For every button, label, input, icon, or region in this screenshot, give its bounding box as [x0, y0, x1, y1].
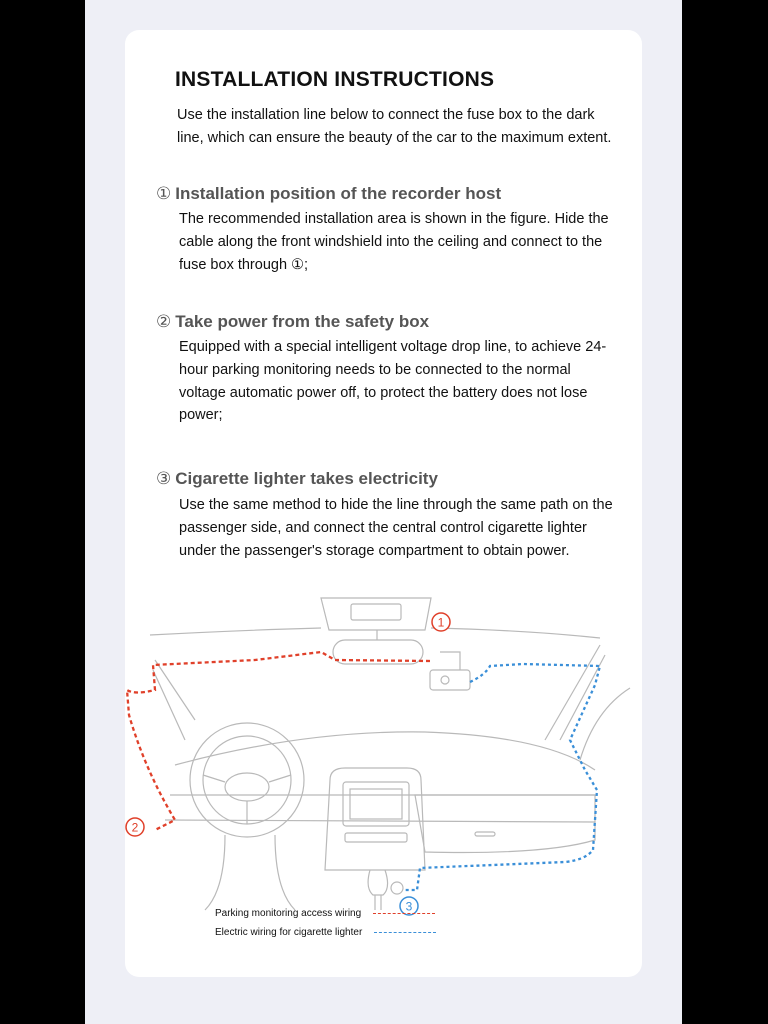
legend-parking-label: Parking monitoring access wiring [215, 908, 362, 919]
section-2-body: Equipped with a special intelligent voltage drop line, to achieve 24-hour parking monitoring needs to be connected to the normal voltage automatic power off, to protect the battery does not lose power; [179, 339, 607, 424]
dashcam-lens [441, 676, 449, 684]
marker-2 [126, 818, 144, 836]
cigarette-lighter-socket [391, 882, 403, 894]
legend-item-cigarette [215, 927, 436, 938]
section-3-number: ③ [156, 469, 172, 488]
steering-wheel-hub [225, 773, 269, 801]
car-interior-outline [150, 598, 630, 910]
section-2-title: Take power from the safety box [175, 312, 430, 331]
climate-controls [345, 833, 407, 842]
page-title: INSTALLATION INSTRUCTIONS [175, 68, 495, 91]
page-background [85, 0, 682, 1024]
gear-shifter [368, 870, 387, 895]
section-1-title: Installation position of the recorder host [175, 184, 502, 203]
parking-monitoring-wire [127, 652, 430, 830]
marker-1 [432, 613, 450, 631]
right-a-pillar [545, 645, 605, 740]
left-a-pillar [153, 660, 195, 740]
svg-text:1: 1 [437, 615, 445, 630]
console-light [351, 604, 401, 620]
dashboard-top [175, 732, 595, 770]
section-3-heading [156, 469, 438, 489]
instruction-card [125, 30, 642, 977]
steering-wheel-spokes [203, 775, 291, 824]
intro-text: Use the installation line below to connect the fuse box to the dark line, which can ensure the beauty of the car to the maximum extent. [177, 107, 612, 146]
svg-text:2: 2 [131, 820, 139, 835]
dashcam-mount [440, 652, 460, 670]
section-3-title: Cigarette lighter takes electricity [175, 469, 438, 488]
legend-cigarette-label: Electric wiring for cigarette lighter [215, 927, 363, 938]
steering-column [205, 835, 295, 910]
section-1-body: The recommended installation area is shown in the figure. Hide the cable along the front windshield into the ceiling and connect to the fuse box through ①; [179, 211, 609, 273]
center-screen-inner [350, 789, 402, 819]
legend-blue-dashed-line [374, 932, 436, 933]
legend-item-parking [215, 908, 435, 919]
section-1-number: ① [156, 184, 172, 203]
section-2-heading [156, 312, 429, 332]
glovebox-handle [475, 832, 495, 836]
svg-text:3: 3 [405, 899, 413, 914]
section-1-heading [156, 184, 501, 204]
dashcam-device [430, 670, 470, 690]
glovebox [415, 795, 595, 853]
right-door-edge [580, 688, 630, 760]
overhead-console [321, 598, 431, 630]
section-2-number: ② [156, 312, 172, 331]
cigarette-lighter-wire [403, 664, 600, 890]
section-3-body: Use the same method to hide the line through the same path on the passenger side, and connect the central control cigarette lighter under the passenger's storage compartment to obtain power. [179, 497, 613, 559]
car-interior-wiring-diagram [125, 590, 642, 920]
legend-red-dashed-line [373, 913, 435, 914]
